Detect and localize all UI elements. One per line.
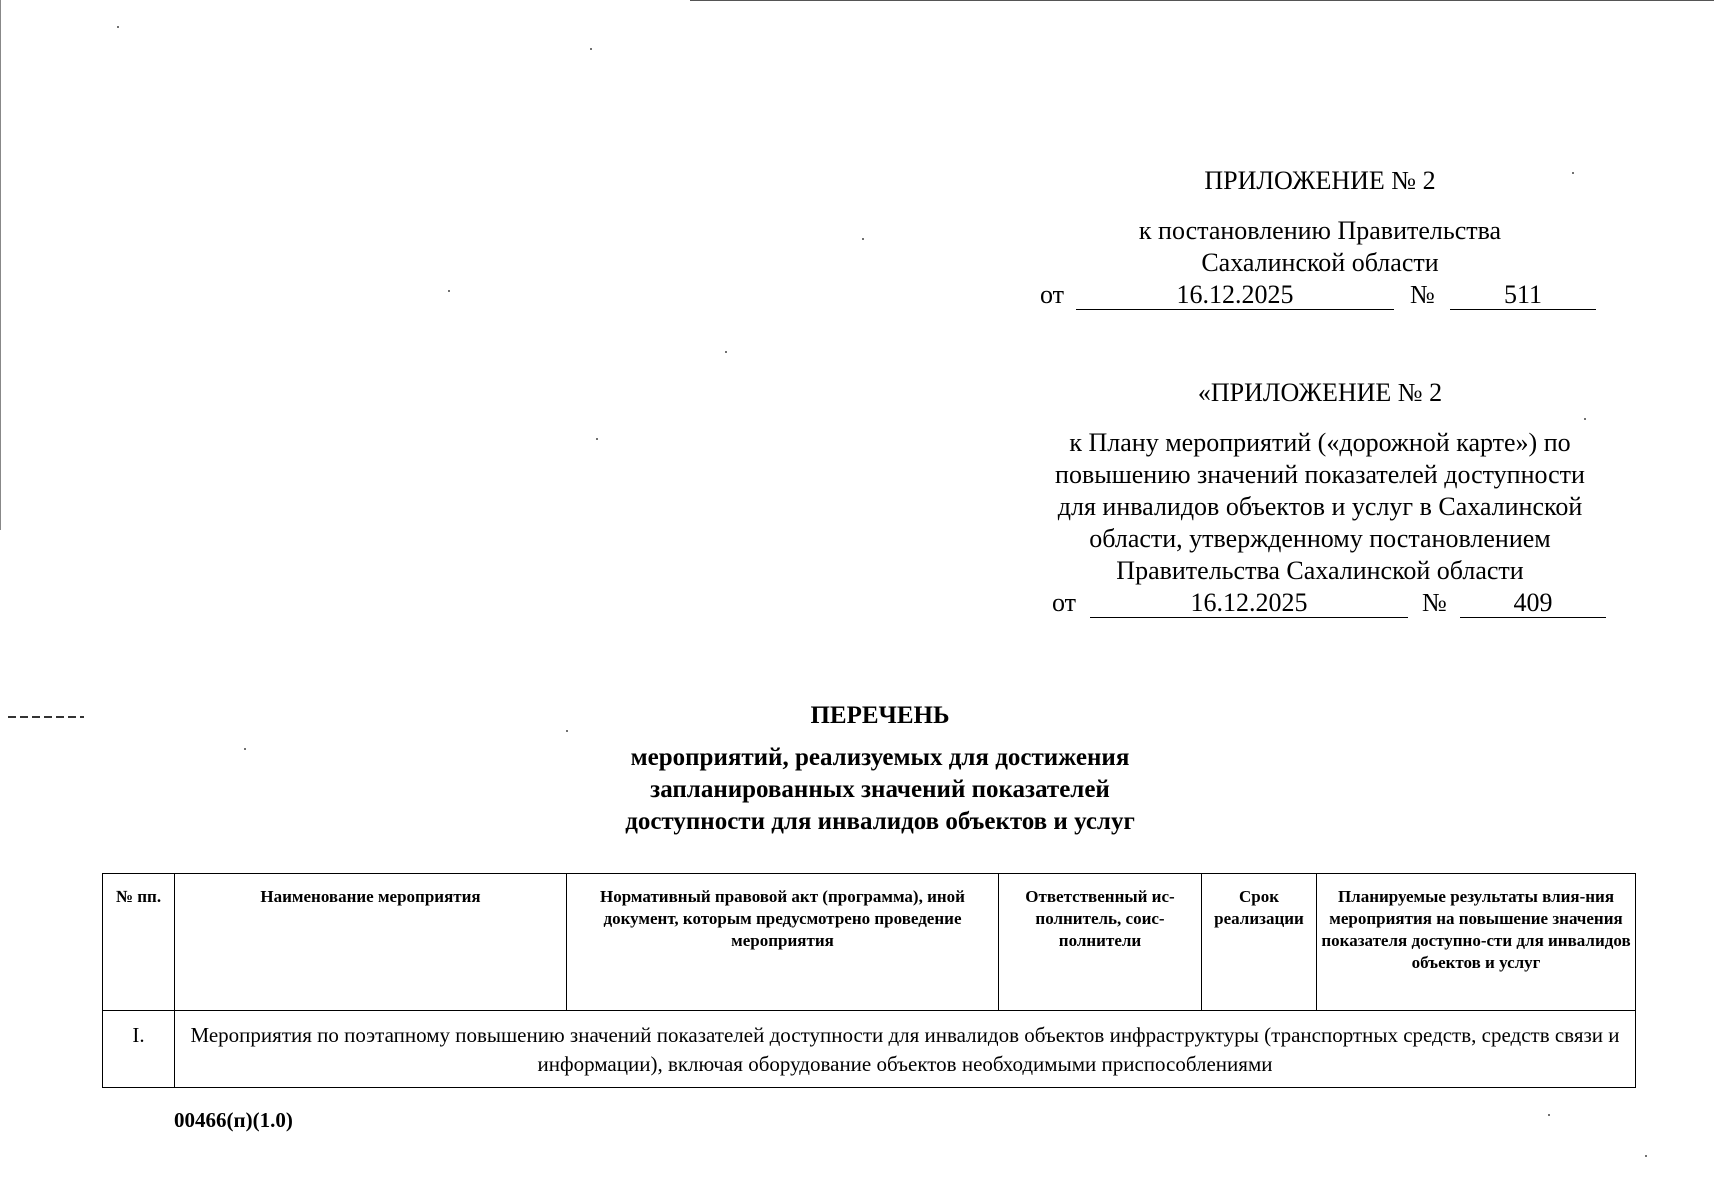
decree-number: 511 (1450, 279, 1596, 310)
appendix-line: Сахалинской области (1201, 248, 1439, 277)
scan-speck (448, 290, 450, 292)
scan-speck (1645, 1155, 1647, 1157)
document-heading (530, 700, 1230, 838)
table-header-row (103, 874, 1636, 1011)
scan-speck (590, 48, 592, 50)
scan-speck (1548, 1114, 1550, 1116)
header-cell-number: № пп. (103, 874, 175, 1011)
appendix-title: ПРИЛОЖЕНИЕ № 2 (1204, 166, 1436, 195)
header-cell-deadline: Срок реализации (1202, 874, 1317, 1011)
measures-table (102, 873, 1635, 1088)
section-title: Мероприятия по поэтапному повышению значений показателей доступности для инвалидов объектов инфраструктуры (транспортных средств, средств связи и информации), включая оборудование объектов необходимыми приспособлениями (175, 1011, 1636, 1088)
appendix-header-1 (1040, 165, 1600, 313)
appendix-line: к постановлению Правительства (1138, 216, 1502, 245)
scan-speck (117, 26, 119, 28)
heading-title: ПЕРЕЧЕНЬ (810, 702, 950, 729)
from-label: от (1052, 588, 1077, 617)
decree-date: 16.12.2025 (1076, 279, 1394, 310)
appendix-line: Правительства Сахалинской области (1116, 556, 1524, 585)
section-number: I. (103, 1011, 175, 1088)
from-label: от (1040, 280, 1065, 309)
reference-line (1040, 279, 1600, 313)
table-row (103, 1011, 1636, 1088)
heading-line: мероприятий, реализуемых для достижения (630, 744, 1130, 771)
plan-number: 409 (1460, 587, 1606, 618)
appendix-line: повышению значений показателей доступности (1055, 460, 1585, 489)
number-label: № (1422, 588, 1447, 617)
appendix-line: области, утвержденному постановлением (1089, 524, 1551, 553)
scan-speck (244, 748, 246, 750)
heading-line: запланированных значений показателей (650, 776, 1110, 803)
reference-line (1000, 587, 1640, 621)
appendix-line: к Плану мероприятий («дорожной карте») по (1069, 428, 1571, 457)
scan-speck (725, 351, 727, 353)
scan-speck (596, 438, 598, 440)
scan-dash-mark (8, 716, 84, 718)
appendix-title: «ПРИЛОЖЕНИЕ № 2 (1197, 378, 1443, 407)
appendix-header-2 (1000, 377, 1640, 621)
header-cell-results: Планируемые результаты влия-ния мероприятия на повышение значения показателя доступно-сти для инвалидов объектов и услуг (1317, 874, 1636, 1011)
heading-line: доступности для инвалидов объектов и услуг (625, 808, 1135, 835)
scan-edge-left (0, 0, 1, 530)
document-code: 00466(п)(1.0) (174, 1108, 293, 1132)
header-cell-name: Наименование мероприятия (175, 874, 567, 1011)
scan-edge-top (690, 0, 1714, 1)
number-label: № (1410, 280, 1435, 309)
scan-speck (862, 238, 864, 240)
appendix-line: для инвалидов объектов и услуг в Сахалинской (1057, 492, 1583, 521)
header-cell-legal-act: Нормативный правовой акт (программа), иной документ, которым предусмотрено проведение мероприятия (567, 874, 999, 1011)
plan-date: 16.12.2025 (1090, 587, 1408, 618)
header-cell-responsible: Ответственный ис-полнитель, соис-полнители (999, 874, 1202, 1011)
